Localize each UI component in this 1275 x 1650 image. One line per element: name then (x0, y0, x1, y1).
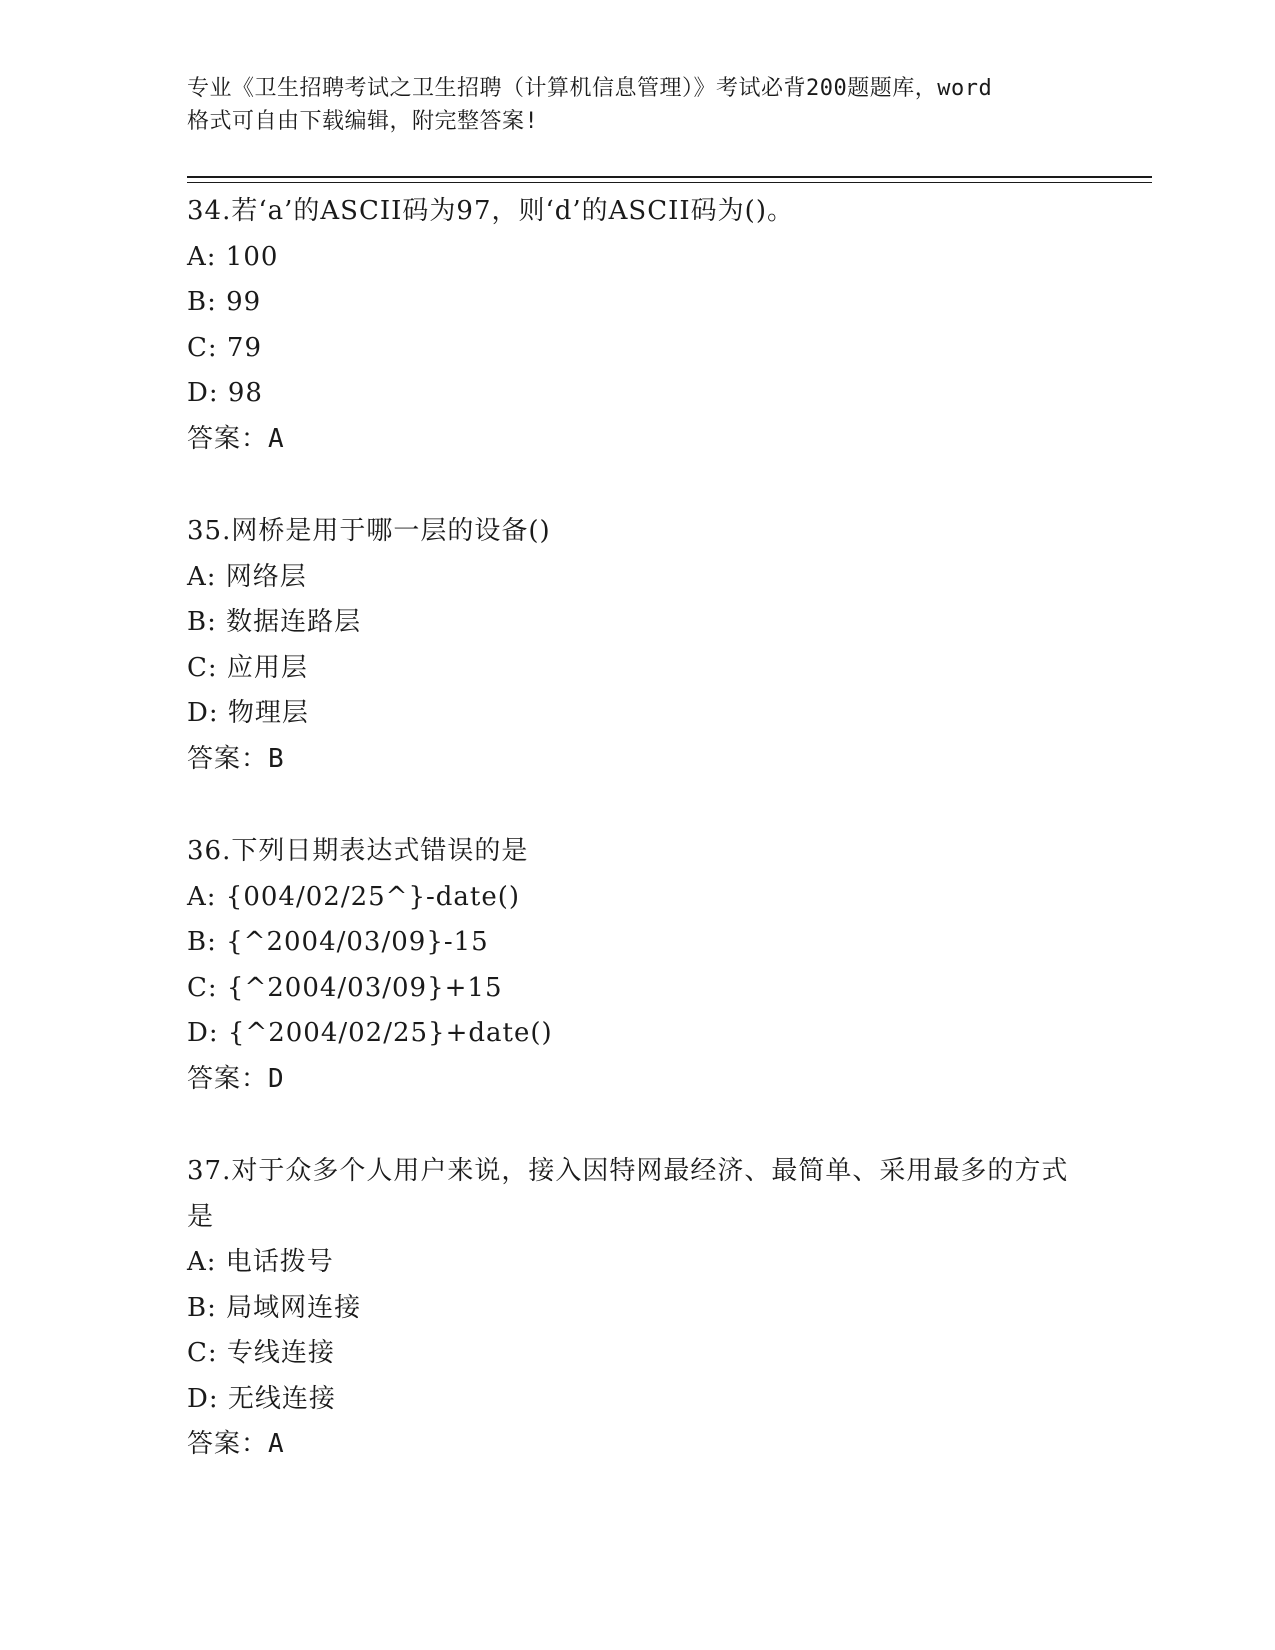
option-d: D: {^2004/02/25}+date() (187, 1018, 553, 1048)
option-b: B: 局域网连接 (187, 1292, 362, 1323)
option-d: D: 无线连接 (187, 1383, 336, 1414)
question-stem: 37.对于众多个人用户来说，接入因特网最经济、最简单、采用最多的方式是 (187, 1156, 1069, 1232)
option-b: B: {^2004/03/09}-15 (187, 927, 489, 957)
option-a: A: {004/02/25^}-date() (187, 881, 521, 912)
answer-line: 答案：B (187, 743, 285, 774)
answer-line: 答案：D (187, 1063, 285, 1094)
option-c: C: 79 (187, 332, 263, 363)
option-d: D: 98 (187, 378, 263, 408)
header-line-2: 格式可自由下载编辑，附完整答案! (187, 109, 539, 134)
header-divider-thick (187, 176, 1152, 178)
option-c: C: 专线连接 (187, 1338, 335, 1368)
header-line-1: 专业《卫生招聘考试之卫生招聘（计算机信息管理）》考试必背200题题库，word (187, 76, 993, 101)
question-34 (187, 189, 1087, 462)
option-c: C: {^2004/03/09}+15 (187, 972, 503, 1003)
question-stem: 34.若‘a’的ASCII码为97，则‘d’的ASCII码为()。 (187, 196, 794, 226)
question-list (187, 189, 1087, 1515)
option-b: B: 数据连路层 (187, 607, 362, 637)
question-stem: 35.网桥是用于哪一层的设备() (187, 516, 551, 546)
question-37 (187, 1149, 1087, 1468)
option-b: B: 99 (187, 287, 262, 317)
question-35 (187, 509, 1087, 782)
question-stem: 36.下列日期表达式错误的是 (187, 836, 529, 866)
option-a: A: 100 (187, 241, 279, 272)
header-divider-thin (187, 182, 1152, 183)
option-a: A: 网络层 (187, 561, 307, 592)
answer-line: 答案：A (187, 423, 285, 454)
option-d: D: 物理层 (187, 698, 309, 728)
question-36 (187, 829, 1087, 1102)
document-header (187, 72, 1087, 138)
answer-line: 答案：A (187, 1429, 285, 1459)
option-c: C: 应用层 (187, 652, 308, 683)
option-a: A: 电话拨号 (187, 1247, 334, 1277)
